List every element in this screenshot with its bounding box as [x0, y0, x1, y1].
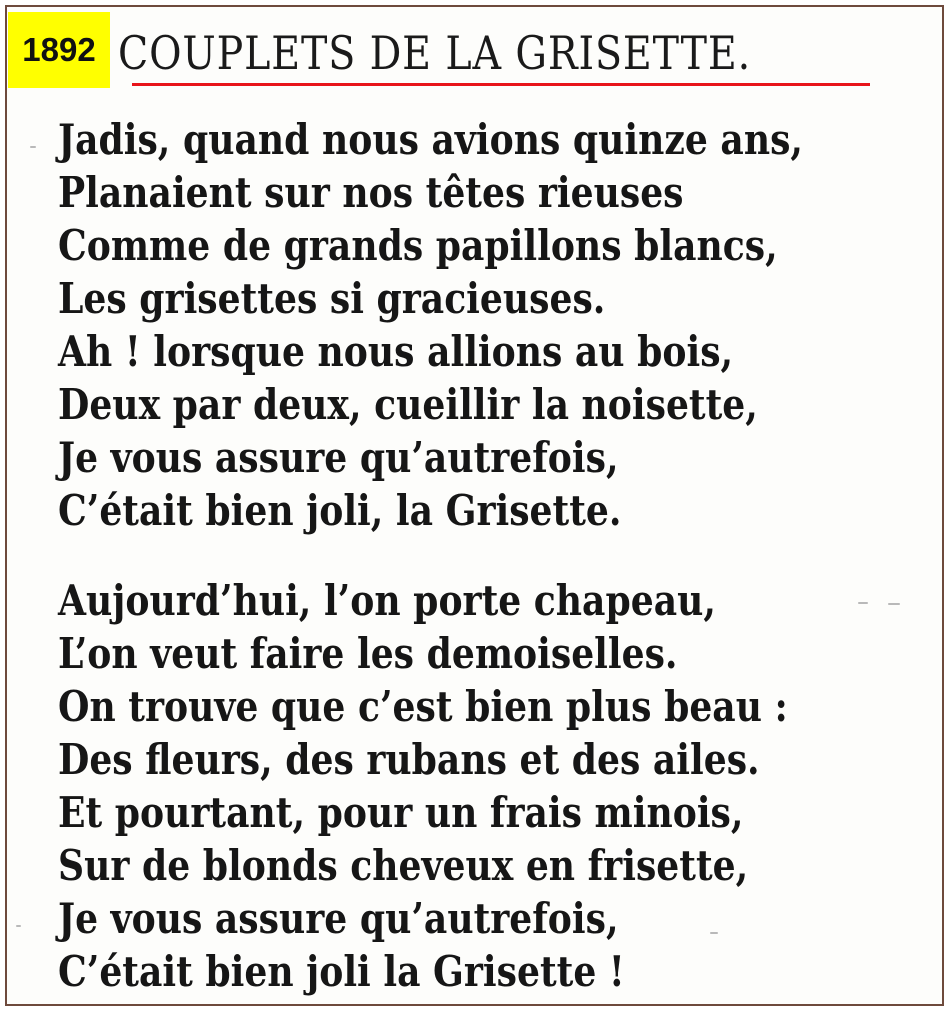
verse-line: Jadis, quand nous avions quinze ans,: [58, 115, 804, 164]
verse-line: On trouve que c’est bien plus beau :: [58, 682, 788, 731]
verse-line: Planaient sur nos têtes rieuses: [58, 168, 684, 217]
print-speck: [888, 603, 900, 605]
verse-line: C’était bien joli, la Grisette.: [58, 486, 622, 535]
verse-line: Les grisettes si gracieuses.: [58, 274, 606, 323]
verse-line: Je vous assure qu’autrefois,: [58, 894, 619, 943]
poem-title: COUPLETS DE LA GRISETTE.: [118, 26, 752, 80]
verse-line: Et pourtant, pour un frais minois,: [58, 788, 744, 837]
print-speck: [858, 602, 868, 604]
verse-line: Aujourd’hui, l’on porte chapeau,: [58, 576, 716, 625]
verse-line: Sur de blonds cheveux en frisette,: [58, 841, 749, 890]
verse-line: C’était bien joli la Grisette !: [58, 947, 625, 996]
title-underline: [132, 83, 870, 86]
verse-line: L’on veut faire les demoiselles.: [58, 629, 678, 678]
verse-line: Ah ! lorsque nous allions au bois,: [58, 327, 734, 376]
print-speck: [16, 925, 21, 927]
verse-line: Des fleurs, des rubans et des ailes.: [58, 735, 760, 784]
verse-line: Deux par deux, cueillir la noisette,: [58, 380, 758, 429]
verse-line: Comme de grands papillons blancs,: [58, 221, 778, 270]
year-badge: 1892: [8, 12, 110, 88]
stanza-2: [58, 574, 938, 998]
print-speck: [710, 932, 718, 934]
verse-line: Je vous assure qu’autrefois,: [58, 433, 619, 482]
print-speck: [30, 146, 36, 148]
stanza-1: [58, 113, 938, 537]
